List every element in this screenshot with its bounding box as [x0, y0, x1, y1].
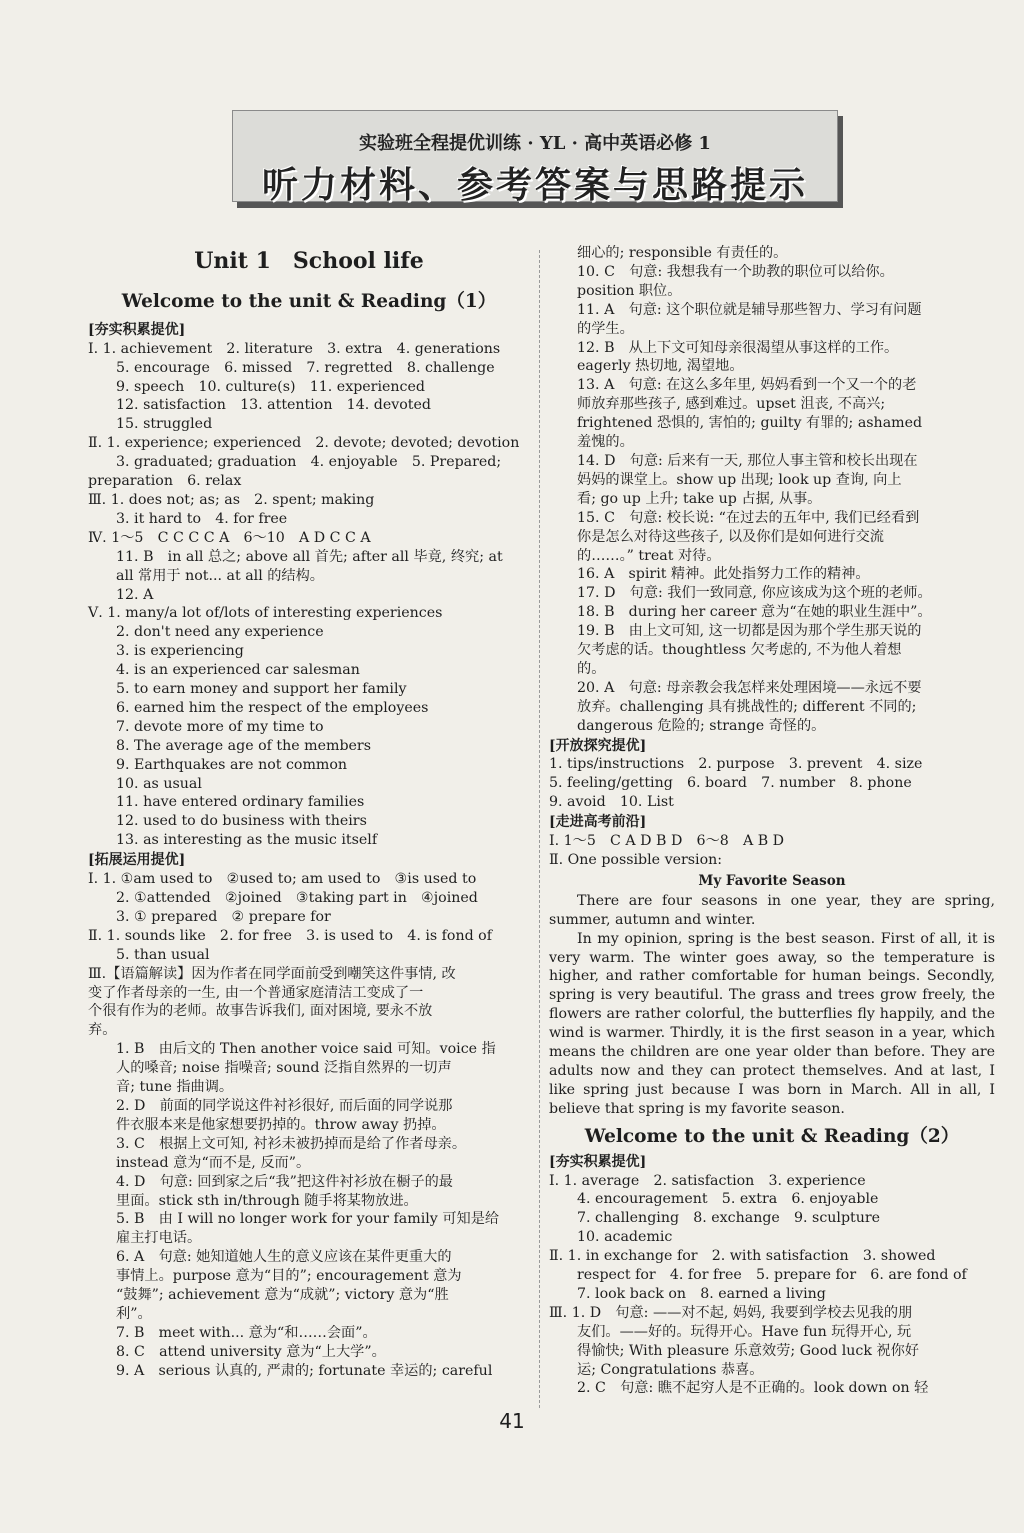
answer-line: 12. satisfaction 13. attention 14. devoted — [116, 397, 431, 414]
answer-line: Ⅰ. 1. achievement 2. literature 3. extra 4. generations — [88, 340, 501, 357]
answer-line: 10. as usual — [116, 775, 202, 792]
answer-line: 3. ① prepared ② prepare for — [116, 908, 331, 925]
answer-line: Ⅲ. 1. does not; as; as 2. spent; making — [88, 491, 375, 508]
answer-line: 2. D 前面的同学说这件衬衫很好, 而后面的同学说那 — [116, 1097, 453, 1114]
answer-line: 7. devote more of my time to — [116, 718, 324, 735]
left-column — [88, 246, 530, 1381]
section-title-reading-1: Welcome to the unit & Reading（1） — [121, 290, 497, 312]
answer-line: 18. B during her career 意为“在她的职业生涯中”。 — [577, 604, 932, 621]
answer-line: 9. A serious 认真的, 严肃的; fortunate 幸运的; careful — [116, 1362, 493, 1379]
answer-line: 16. A spirit 精神。此处指努力工作的精神。 — [577, 566, 870, 583]
answer-line: 15. C 句意: 校长说: “在过去的五年中, 我们已经看到 — [577, 509, 920, 526]
answer-line: position 职位。 — [577, 282, 682, 299]
section-tag: [开放探究提优] — [549, 737, 647, 754]
answer-line: 羞愧的。 — [577, 434, 634, 451]
answer-line: 你是怎么对待这些孩子, 以及你们是如何进行交流 — [577, 528, 884, 545]
answer-line: 5. encourage 6. missed 7. regretted 8. challenge — [116, 359, 495, 376]
answer-line: 3. C 根据上文可知, 衬衫未被扔掉而是给了作者母亲。 — [116, 1135, 467, 1152]
answer-line: 1. tips/instructions 2. purpose 3. prevent 4. size — [549, 756, 923, 773]
answer-line: 7. look back on 8. earned a living — [577, 1285, 826, 1302]
answer-line: Ⅴ. 1. many/a lot of/lots of interesting experiences — [88, 605, 443, 622]
answer-line: 的。 — [577, 660, 606, 677]
answer-line: Ⅰ. 1. ①am used to ②used to; am used to ③is used to — [88, 871, 477, 888]
answer-line: 15. struggled — [116, 416, 213, 433]
answer-line: Ⅲ. 1. D 句意: ——对不起, 妈妈, 我要到学校去见我的朋 — [549, 1304, 913, 1321]
answer-line: 利”。 — [116, 1305, 152, 1322]
answer-line: 个很有作为的老师。故事告诉我们, 面对困境, 要永不放 — [88, 1003, 433, 1020]
answer-line: 20. A 句意: 母亲教会我怎样来处理困境——永远不要 — [577, 679, 922, 696]
answer-line: 9. speech 10. culture(s) 11. experienced — [116, 378, 425, 395]
answer-line: 欠考虑的话。thoughtless 欠考虑的, 不为他人着想 — [577, 642, 902, 659]
answer-line: 的……。” treat 对待。 — [577, 547, 721, 564]
answer-line: Ⅱ. One possible version: — [549, 852, 723, 868]
answer-line: all 常用于 not... at all 的结构。 — [116, 567, 324, 584]
answer-line: Ⅱ. 1. experience; experienced 2. devote; devoted; devotion — [88, 435, 520, 452]
left-answer-lines — [88, 321, 530, 1381]
header-title: 听力材料、参考答案与思路提示 — [261, 165, 808, 206]
header-banner — [232, 110, 838, 206]
section-tag: [拓展运用提优] — [88, 852, 186, 869]
answer-line: 4. encouragement 5. extra 6. enjoyable — [577, 1191, 879, 1208]
answer-line: 得愉快; With pleasure 乐意效劳; Good luck 祝你好 — [577, 1342, 919, 1359]
answer-line: 变了作者母亲的一生, 由一个普通家庭清洁工变成了一 — [88, 984, 424, 1001]
answer-line: 3. graduated; graduation 4. enjoyable 5. Prepared; — [116, 454, 502, 471]
answer-line: 的学生。 — [577, 320, 634, 337]
answer-line: Ⅰ. 1～5 C A D B D 6～8 A B D — [549, 833, 785, 850]
answer-line: 10. academic — [577, 1229, 673, 1246]
answer-line: 看; go up 上升; take up 占据, 从事。 — [577, 490, 822, 507]
essay-title: My Favorite Season — [698, 872, 846, 889]
answer-line: 雇主打电话。 — [116, 1230, 202, 1247]
essay-paragraph-2: In my opinion, spring is the best season. First of all, it is very warm. The winter goes away, so the temperature is higher, and rather comfortable for human beings. Secondly, spring is very beautiful. The grass and trees grow freely, the flowers are rather colorful, the butterflies fly happily, and the wind is warmer. Thirdly, it is the first season in a year, which means the children are one year older than before. They are adults now and they can protect themselves. And at last, I like spring just because I was born in March. All in all, I believe that spring is my favorite season. — [549, 930, 995, 1117]
answer-line: preparation 6. relax — [88, 473, 242, 490]
answer-line: 人的嗓音; noise 指噪音; sound 泛指自然界的一切声 — [116, 1060, 452, 1077]
unit-title: Unit 1 School life — [194, 248, 424, 274]
answer-line: 5. feeling/getting 6. board 7. number 8. phone — [549, 775, 912, 792]
answer-line: 2. don't need any experience — [116, 624, 324, 641]
answer-line: 12. used to do business with theirs — [116, 813, 367, 830]
answer-line: 13. as interesting as the music itself — [116, 832, 378, 849]
section-tag: [夯实积累提优] — [88, 321, 186, 338]
answer-line: 11. B in all 总之; above all 首先; after all 毕竟, 终究; at — [116, 548, 503, 565]
answer-line: Ⅰ. 1. average 2. satisfaction 3. experience — [549, 1172, 866, 1189]
answer-line: 8. C attend university 意为“上大学”。 — [116, 1343, 386, 1360]
answer-line: Ⅱ. 1. sounds like 2. for free 3. is used to 4. is fond of — [88, 927, 492, 944]
answer-line: 6. A 句意: 她知道她人生的意义应该在某件更重大的 — [116, 1249, 452, 1266]
answer-line: 师放弃那些孩子, 感到难过。upset 沮丧, 不高兴; — [577, 396, 886, 413]
answer-line: 9. avoid 10. List — [549, 794, 674, 811]
section-title-reading-2: Welcome to the unit & Reading（2） — [584, 1125, 960, 1147]
answer-line: 运; Congratulations 恭喜。 — [577, 1361, 764, 1378]
answer-line: 19. B 由上文可知, 这一切都是因为那个学生那天说的 — [577, 623, 922, 640]
answer-line: 12. B 从上下文可知母亲很渴望从事这样的工作。 — [577, 339, 899, 356]
answer-line: 件衣服本来是他家想要扔掉的。throw away 扔掉。 — [116, 1116, 446, 1133]
answer-line: 2. C 句意: 瞧不起穷人是不正确的。look down on 轻 — [577, 1380, 929, 1397]
answer-line: Ⅳ. 1～5 C C C C A 6～10 A D C C A — [88, 529, 371, 546]
answer-line: “鼓舞”; achievement 意为“成就”; victory 意为“胜 — [116, 1287, 449, 1304]
answer-line: 2. ①attended ②joined ③taking part in ④joined — [116, 890, 478, 906]
answer-line: 1. B 由后文的 Then another voice said 可知。voice 指 — [116, 1041, 496, 1058]
answer-line: 里面。stick sth in/through 随手将某物放进。 — [116, 1192, 418, 1209]
answer-line: 7. B meet with... 意为“和……会面”。 — [116, 1324, 377, 1341]
answer-line: 10. C 句意: 我想我有一个助教的职位可以给你。 — [577, 263, 894, 280]
answer-line: 11. A 句意: 这个职位就是辅导那些智力、学习有问题 — [577, 301, 922, 318]
answer-line: 5. B 由 I will no longer work for your family 可知是给 — [116, 1211, 500, 1228]
answer-line: 6. earned him the respect of the employees — [116, 699, 429, 716]
answer-line: 7. challenging 8. exchange 9. sculpture — [577, 1210, 881, 1227]
answer-line: 13. A 句意: 在这么多年里, 妈妈看到一个又一个的老 — [577, 377, 917, 394]
answer-line: 事情上。purpose 意为“目的”; encouragement 意为 — [116, 1268, 462, 1285]
answer-line: 14. D 句意: 后来有一天, 那位人事主管和校长出现在 — [577, 452, 918, 469]
answer-line: 细心的; responsible 有责任的。 — [577, 245, 788, 261]
answer-line: 8. The average age of the members — [116, 737, 371, 754]
answer-line: 音; tune 指曲调。 — [116, 1079, 234, 1096]
answer-line: 妈妈的课堂上。show up 出现; look up 查询, 向上 — [577, 471, 902, 488]
essay-paragraph-1: There are four seasons in one year, they are spring, summer, autumn and winter. — [549, 892, 995, 928]
column-divider — [539, 250, 540, 1408]
section-tag: [夯实积累提优] — [549, 1153, 647, 1170]
answer-line: 9. Earthquakes are not common — [116, 756, 348, 773]
answer-line: 5. than usual — [116, 946, 210, 963]
answer-line: Ⅱ. 1. in exchange for 2. with satisfaction 3. showed — [549, 1248, 936, 1265]
answer-line: 4. is an experienced car salesman — [116, 662, 360, 679]
answer-line: 5. to earn money and support her family — [116, 681, 407, 698]
answer-line: Ⅲ.【语篇解读】因为作者在同学面前受到嘲笑这件事情, 改 — [88, 965, 456, 982]
page-number: 41 — [499, 1409, 525, 1433]
answer-line: 3. it hard to 4. for free — [116, 510, 288, 527]
section-tag: [走进高考前沿] — [549, 814, 647, 831]
right-answer-lines-b — [549, 1153, 995, 1399]
answer-line: 11. have entered ordinary families — [116, 794, 365, 811]
answer-line: 12. A — [116, 586, 154, 603]
answer-line: 放弃。challenging 具有挑战性的; different 不同的; — [577, 698, 917, 715]
right-answer-lines-a — [549, 244, 995, 870]
answer-line: 17. D 句意: 我们一致同意, 你应该成为这个班的老师。 — [577, 585, 932, 602]
answer-line: 3. is experiencing — [116, 643, 244, 660]
answer-line: 友们。——好的。玩得开心。Have fun 玩得开心, 玩 — [577, 1323, 912, 1340]
answer-line: respect for 4. for free 5. prepare for 6. are fond of — [577, 1267, 967, 1284]
answer-line: 4. D 句意: 回到家之后“我”把这件衬衫放在橱子的最 — [116, 1173, 453, 1190]
answer-line: instead 意为“而不是, 反而”。 — [116, 1154, 311, 1171]
header-subtitle: 实验班全程提优训练 · YL · 高中英语必修 1 — [359, 133, 711, 154]
answer-line: eagerly 热切地, 渴望地。 — [577, 358, 744, 375]
answer-line: frightened 恐惧的, 害怕的; guilty 有罪的; ashamed — [577, 415, 923, 432]
answer-line: 弃。 — [88, 1022, 117, 1039]
right-column — [549, 244, 995, 1398]
answer-line: dangerous 危险的; strange 奇怪的。 — [577, 717, 826, 734]
